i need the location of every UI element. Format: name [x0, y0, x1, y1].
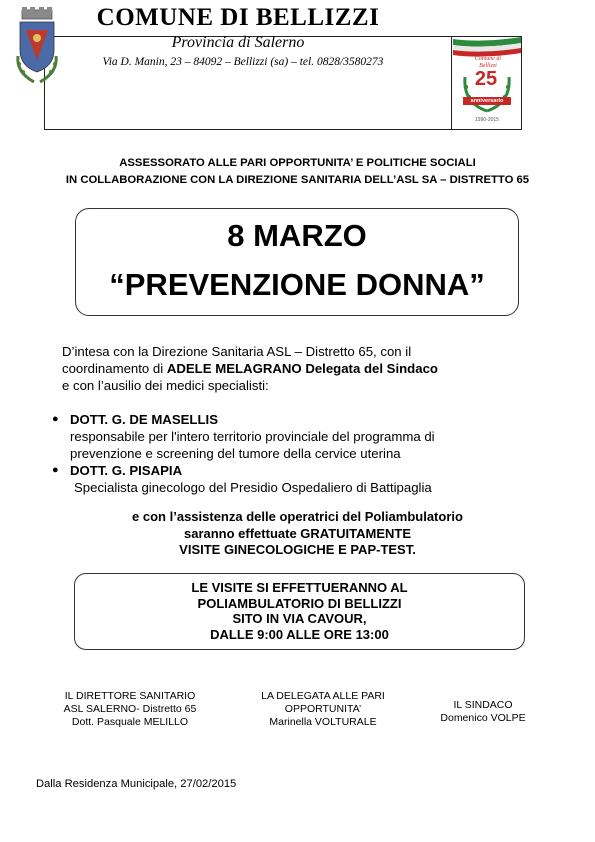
visit-info-text [74, 580, 525, 642]
assist-line-3: VISITE GINECOLOGICHE E PAP-TEST. [179, 542, 416, 557]
event-name-title: “PREVENZIONE DONNA” [109, 267, 485, 302]
province-name: Provincia di Salerno [171, 34, 305, 51]
visit-line-1: LE VISITE SI EFFETTUERANNO AL [191, 580, 408, 595]
signature-name: Dott. Pasquale MELILLO [71, 716, 189, 728]
delegate-name: ADELE MELAGRANO Delegata del Sindaco [166, 361, 438, 376]
doctors-list [52, 411, 562, 496]
intro-line-1: D’intesa con la Direzione Sanitaria ASL – Distretto 65, con il [62, 344, 412, 359]
signature-mayor [428, 699, 538, 725]
intro-line-2 [62, 360, 542, 377]
assistance-paragraph [30, 509, 565, 559]
bullet-icon: ● [52, 464, 59, 476]
list-item [52, 411, 562, 462]
municipality-address: Via D. Manin, 23 – 84092 – Bellizzi (sa) – tel. 0828/3580273 [102, 56, 384, 68]
organizer-heading [30, 155, 565, 189]
anniversary-label: anniversario [470, 98, 504, 104]
signature-title: LA DELEGATA ALLE PARI [261, 690, 385, 702]
signature-title: IL DIRETTORE SANITARIO [64, 690, 196, 702]
intro-line-2-text: coordinamento di [62, 361, 167, 376]
doctor-description: prevenzione e screening del tumore della cervice uterina [70, 446, 401, 461]
doctor-description: responsabile per l'intero territorio provinciale del programma di [70, 429, 435, 444]
visit-line-2: POLIAMBULATORIO DI BELLIZZI [197, 595, 402, 611]
signature-title: IL SINDACO [453, 699, 513, 711]
municipality-name: COMUNE DI BELLIZZI [96, 4, 380, 31]
list-item [52, 462, 562, 496]
bullet-icon: ● [52, 413, 59, 425]
visit-line-4: DALLE 9:00 ALLE ORE 13:00 [210, 626, 389, 642]
assist-line-2: saranno effettuate GRATUITAMENTE [183, 525, 412, 541]
signature-name: Domenico VOLPE [440, 712, 526, 724]
signature-subtitle: ASL SALERNO- Distretto 65 [63, 703, 197, 715]
issue-date: Dalla Residenza Municipale, 27/02/2015 [36, 778, 237, 790]
doctor-description: Specialista ginecologo del Presidio Ospedaliero di Battipaglia [74, 480, 432, 495]
intro-line-3: e con l’ausilio dei medici specialisti: [62, 378, 269, 393]
signature-health-director [50, 690, 210, 729]
signature-delegate [243, 690, 403, 729]
intro-paragraph [62, 343, 542, 394]
anniversary-badge-text: Comune di Bellizzi [474, 56, 502, 69]
organizer-line-2: IN COLLABORAZIONE CON LA DIREZIONE SANITARIA DELL’ASL SA – DISTRETTO 65 [65, 174, 530, 186]
doctor-name: DOTT. G. DE MASELLIS [70, 412, 218, 427]
assist-line-1: e con l’assistenza delle operatrici del Poliambulatorio [132, 509, 463, 524]
event-date-title: 8 MARZO [227, 218, 367, 253]
municipal-crest-icon [12, 6, 62, 88]
signature-name: Marinella VOLTURALE [269, 716, 377, 728]
visit-line-3: SITO IN VIA CAVOUR, [232, 611, 367, 626]
anniversary-years: 1990-2015 [475, 117, 499, 123]
organizer-line-1: ASSESSORATO ALLE PARI OPPORTUNITA’ E POLITICHE SOCIALI [119, 157, 476, 169]
signature-subtitle: OPPORTUNITA’ [284, 703, 362, 715]
doctor-name: DOTT. G. PISAPIA [70, 463, 183, 478]
anniversary-number: 25 [474, 68, 498, 90]
